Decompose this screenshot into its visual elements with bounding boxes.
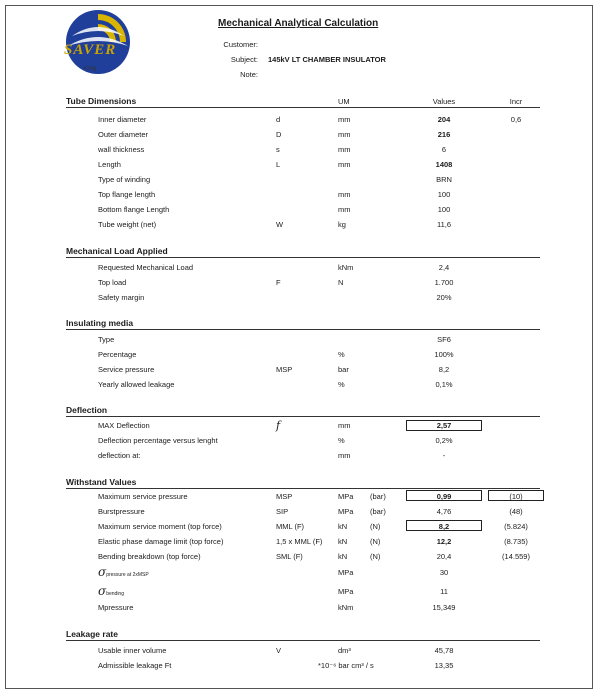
- section-title-media: Insulating media: [66, 318, 540, 330]
- row-unit: kNm: [338, 603, 354, 612]
- row-unit: bar: [338, 365, 349, 374]
- table-row: [0, 190, 600, 204]
- row-value: SF6: [437, 335, 451, 344]
- row-extra: (48): [509, 507, 523, 516]
- row-value: 0,1%: [435, 380, 453, 389]
- row-label: MAX Deflection: [98, 421, 150, 430]
- row-unit: mm: [338, 115, 351, 124]
- row-value: 4,76: [436, 507, 452, 516]
- row-unit: MPa: [338, 507, 354, 516]
- row-symbol: F: [276, 278, 281, 287]
- row-unit2: (bar): [370, 507, 386, 516]
- row-value: 0,2%: [435, 436, 453, 445]
- row-value: 1.700: [434, 278, 454, 287]
- row-symbol: MSP: [276, 492, 293, 501]
- row-unit: MPa: [338, 587, 354, 596]
- section-title-deflection: Deflection: [66, 405, 540, 417]
- row-value: 2,4: [438, 263, 450, 272]
- row-value: 204: [437, 115, 451, 124]
- table-row: [0, 350, 600, 364]
- row-label: Percentage: [98, 350, 137, 359]
- row-symbol: D: [276, 130, 282, 139]
- row-unit: kN: [338, 552, 348, 561]
- row-extra: (14.559): [502, 552, 530, 561]
- row-unit: mm: [338, 421, 351, 430]
- row-unit: kg: [338, 220, 346, 229]
- row-unit2: (N): [370, 537, 381, 546]
- row-value: 100: [437, 190, 451, 199]
- table-row: [0, 220, 600, 234]
- sigma-subscript: bending: [106, 591, 124, 597]
- row-symbol: MML (F): [276, 522, 305, 531]
- table-row: [0, 603, 600, 617]
- row-unit: kN: [338, 537, 348, 546]
- row-value: 15,349: [432, 603, 456, 612]
- table-row: [0, 421, 600, 435]
- row-symbol: f: [276, 419, 281, 432]
- row-label: Maximum service pressure: [98, 492, 188, 501]
- table-row: [0, 160, 600, 174]
- row-label: Bending breakdown (top force): [98, 552, 201, 561]
- row-unit: N: [338, 278, 344, 287]
- row-value: -: [442, 451, 446, 460]
- row-symbol: W: [276, 220, 284, 229]
- row-value: 100%: [434, 350, 454, 359]
- col-header-values: Values: [432, 97, 456, 106]
- table-row: [0, 646, 600, 660]
- table-row: [0, 565, 600, 582]
- row-value: 0,99: [436, 492, 452, 501]
- table-row: [0, 335, 600, 349]
- row-extra: (10): [509, 492, 523, 501]
- row-label: deflection at:: [98, 451, 141, 460]
- subject-label: Subject:: [230, 55, 258, 64]
- logo-subtext: Kmg: [84, 66, 97, 72]
- row-value: 216: [437, 130, 451, 139]
- row-value: 11,6: [436, 220, 452, 229]
- row-label: wall thickness: [98, 145, 145, 154]
- table-row: [0, 451, 600, 465]
- table-row: [0, 293, 600, 307]
- row-value: BRN: [436, 175, 452, 184]
- row-value: 20%: [436, 293, 452, 302]
- section-title-leakage: Leakage rate: [66, 629, 540, 641]
- row-unit2: (N): [370, 522, 381, 531]
- row-unit: mm: [338, 451, 351, 460]
- table-row: [0, 365, 600, 379]
- table-row: [0, 507, 600, 521]
- table-row: [0, 263, 600, 277]
- sigma-symbol: σ: [98, 584, 107, 598]
- table-row: [0, 436, 600, 450]
- table-row: [0, 552, 600, 566]
- row-value: 45,78: [434, 646, 454, 655]
- table-row: [0, 115, 600, 129]
- row-label: Usable inner volume: [98, 646, 167, 655]
- row-value: 100: [437, 205, 451, 214]
- row-label: Outer diameter: [98, 130, 149, 139]
- row-value: 1408: [435, 160, 453, 169]
- row-label: Deflection percentage versus lenght: [98, 436, 218, 445]
- table-row: [0, 522, 600, 536]
- row-label: Yearly allowed leakage: [98, 380, 175, 389]
- row-unit2: (N): [370, 552, 381, 561]
- row-unit: MPa: [338, 568, 354, 577]
- row-unit: kNm: [338, 263, 354, 272]
- row-label: Inner diameter: [98, 115, 147, 124]
- row-label: Safety margin: [98, 293, 145, 302]
- sigma-subscript: pressure at 2xMSP: [106, 572, 149, 578]
- row-label: Type of winding: [98, 175, 151, 184]
- row-symbol: d: [276, 115, 281, 124]
- row-symbol: s: [276, 145, 280, 154]
- customer-label: Customer:: [223, 40, 258, 49]
- section-title-load: Mechanical Load Applied: [66, 246, 540, 258]
- row-label: Type: [98, 335, 115, 344]
- row-label: Length: [98, 160, 121, 169]
- row-value: 8,2: [438, 365, 450, 374]
- row-unit: %: [338, 350, 345, 359]
- row-label: Maximum service moment (top force): [98, 522, 222, 531]
- row-symbol: SIP: [276, 507, 289, 516]
- table-row: [0, 492, 600, 506]
- table-row: [0, 205, 600, 219]
- row-extra: 0,6: [510, 115, 522, 124]
- row-unit: mm: [338, 205, 351, 214]
- row-label: Bottom flange Length: [98, 205, 170, 214]
- section-title-withstand: Withstand Values: [66, 477, 540, 489]
- note-label: Note:: [240, 70, 258, 79]
- subject-value: 145kV LT CHAMBER INSULATOR: [268, 55, 386, 64]
- row-symbol: V: [276, 646, 282, 655]
- row-label: Service pressure: [98, 365, 155, 374]
- row-unit: mm: [338, 190, 351, 199]
- row-unit: MPa: [338, 492, 354, 501]
- col-header-um: UM: [338, 97, 350, 106]
- row-unit: mm: [338, 145, 351, 154]
- row-unit: *10⁻⁶ bar cm³ / s: [318, 661, 374, 670]
- row-extra: (5.824): [504, 522, 528, 531]
- row-value: 13,35: [434, 661, 454, 670]
- table-row: [0, 584, 600, 601]
- row-label: Tube weight (net): [98, 220, 157, 229]
- row-label: Admissible leakage Ft: [98, 661, 172, 670]
- row-value: 8,2: [438, 522, 450, 531]
- row-unit: kN: [338, 522, 348, 531]
- row-unit2: (bar): [370, 492, 386, 501]
- row-value: 6: [441, 145, 447, 154]
- row-symbol: 1,5 x MML (F): [276, 537, 323, 546]
- row-unit: %: [338, 380, 345, 389]
- row-unit: mm: [338, 130, 351, 139]
- col-header-extra: Incr: [509, 97, 523, 106]
- row-extra: (8.735): [504, 537, 528, 546]
- table-row: [0, 278, 600, 292]
- row-symbol: MSP: [276, 365, 293, 374]
- row-label: Requested Mechanical Load: [98, 263, 194, 272]
- table-row: [0, 130, 600, 144]
- sigma-symbol: σ: [98, 565, 107, 579]
- row-symbol: L: [276, 160, 281, 169]
- row-label: Top load: [98, 278, 127, 287]
- table-row: [0, 175, 600, 189]
- row-label: Mpressure: [98, 603, 134, 612]
- row-value: 11: [440, 587, 448, 596]
- section-title-tube: Tube Dimensions: [66, 96, 540, 108]
- row-value: 30: [439, 568, 449, 577]
- row-label: [98, 584, 124, 598]
- row-value: 20,4: [436, 552, 452, 561]
- logo-text: SAVER: [64, 42, 117, 58]
- row-label: Top flange length: [98, 190, 156, 199]
- table-row: [0, 380, 600, 394]
- table-row: [0, 145, 600, 159]
- page-title: Mechanical Analytical Calculation: [218, 18, 379, 29]
- row-value: 2,57: [436, 421, 452, 430]
- row-unit: %: [338, 436, 345, 445]
- row-unit: dm³: [338, 646, 351, 655]
- table-row: [0, 537, 600, 551]
- row-label: [98, 565, 149, 579]
- row-symbol: SML (F): [276, 552, 303, 561]
- row-value: 12,2: [436, 537, 452, 546]
- row-label: Elastic phase damage limit (top force): [98, 537, 224, 546]
- row-unit: mm: [338, 160, 351, 169]
- table-row: [0, 661, 600, 675]
- row-label: Burstpressure: [98, 507, 145, 516]
